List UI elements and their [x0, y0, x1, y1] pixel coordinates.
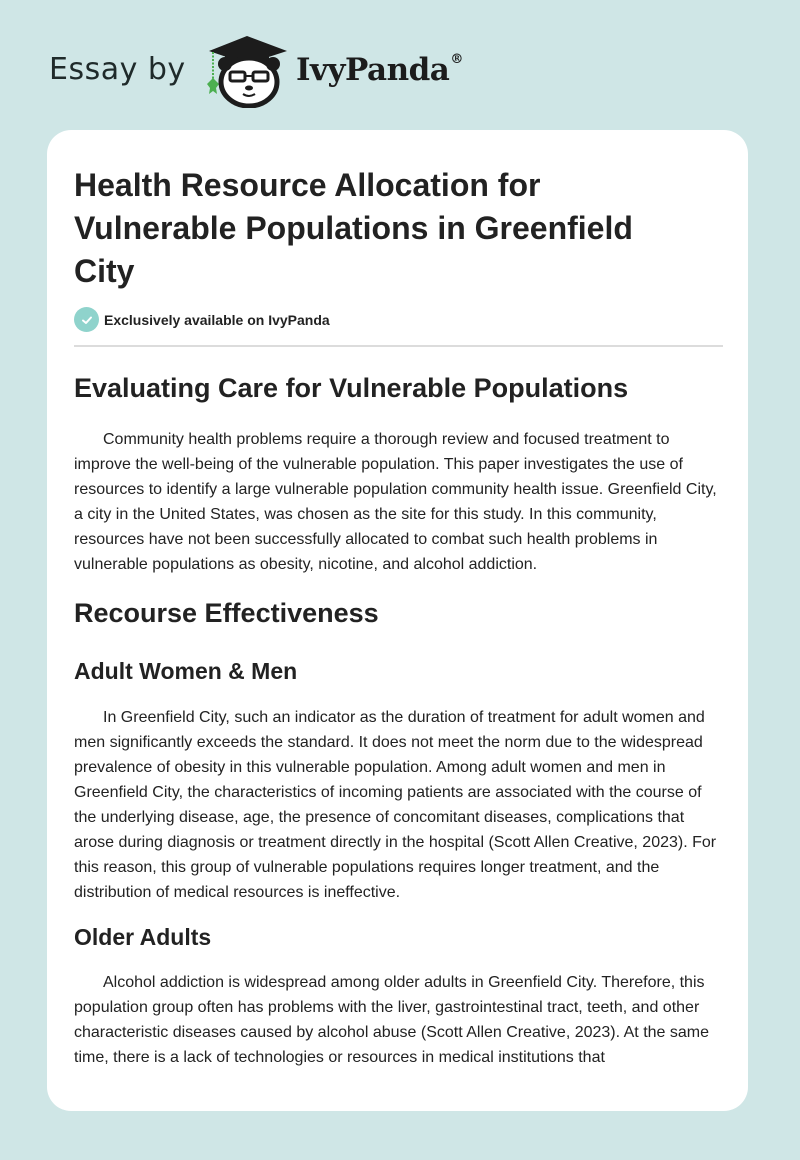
check-circle-icon [74, 307, 99, 332]
page-title: Health Resource Allocation for Vulnerable Populations in Greenfield City [74, 167, 633, 289]
paragraph-adult-women-men: In Greenfield City, such an indicator as the duration of treatment for adult women and men significantly exceeds the standard. It does not meet the norm due to the widespread prevalence of obesity in this vulnerable population. Among adult women and men in Greenfield City, the characteristics of incoming patients are associated with the course of the underlying disease, age, the presence of concomitant diseases, complications that arose during diagnosis or treatment directly in the hospital (Scott Allen Creative, 2023). For this reason, this group of vulnerable populations requires longer treatment, and the distribution of medical resources is ineffective. [74, 709, 717, 901]
brand-name[interactable]: IvyPanda® [296, 51, 463, 88]
badge-label: Exclusively available on IvyPanda [104, 311, 330, 328]
essay-card [47, 130, 748, 1111]
essay-by-label: Essay by [49, 52, 186, 87]
ivypanda-panda-logo-icon[interactable] [203, 36, 291, 108]
subheading-adult-women-men: Adult Women & Men [74, 658, 298, 684]
site-header [0, 0, 800, 130]
subheading-older-adults: Older Adults [74, 924, 212, 950]
exclusive-badge [74, 307, 330, 332]
paragraph-intro: Community health problems require a thorough review and focused treatment to improve the well-being of the vulnerable population. This paper investigates the use of resources to identify a large vulnerable population community health issue. Greenfield City, a city in the United States, was chosen as the site for this study. In this community, resources have not been successfully allocated to combat such health problems in vulnerable populations as obesity, nicotine, and alcohol addiction. [74, 431, 717, 573]
section-heading-recourse-effectiveness: Recourse Effectiveness [74, 598, 379, 628]
section-heading-evaluating-care: Evaluating Care for Vulnerable Populations [74, 373, 629, 403]
divider [74, 345, 723, 347]
paragraph-older-adults: Alcohol addiction is widespread among older adults in Greenfield City. Therefore, this population group often has problems with the liver, gastrointestinal tract, teeth, and other characteristic diseases caused by alcohol abuse (Scott Allen Creative, 2023). At the same time, there is a lack of technologies or resources in medical institutions that [74, 974, 710, 1066]
